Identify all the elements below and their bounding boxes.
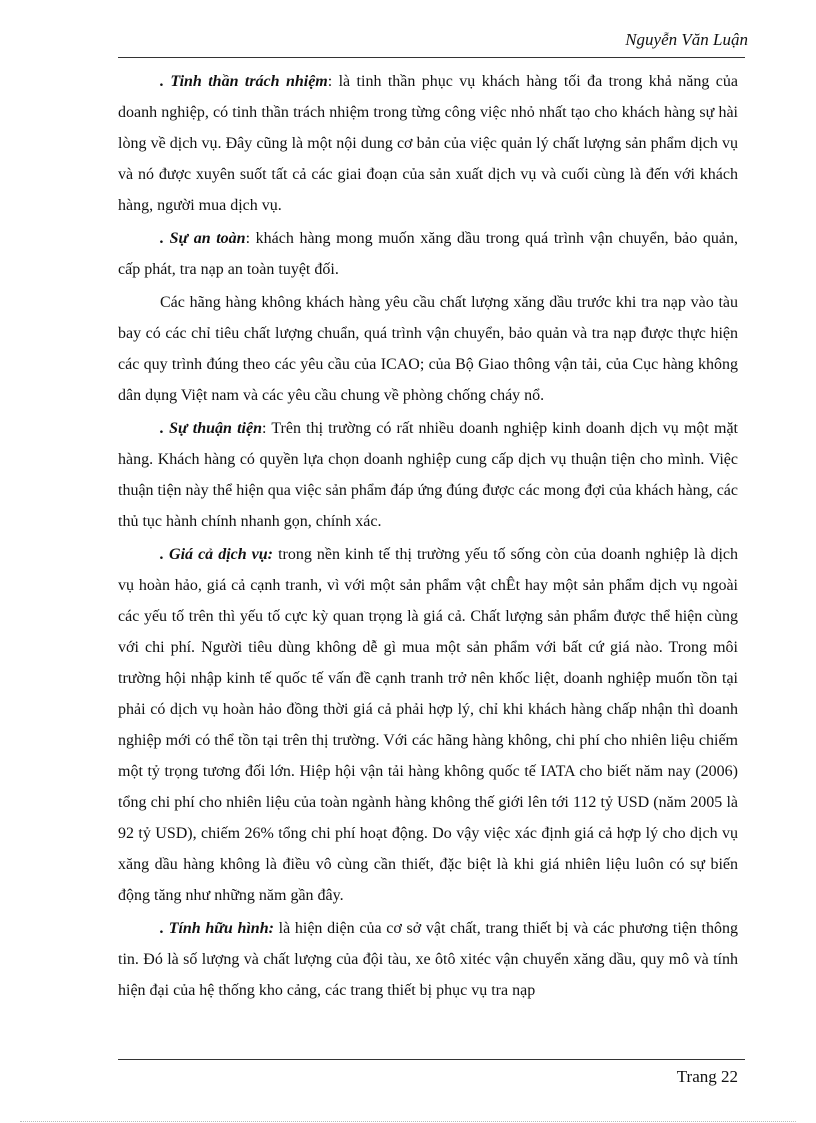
paragraph-label: . Sự thuận tiện [160, 420, 262, 437]
footer-rule [118, 1059, 745, 1060]
paragraph-label: . Tính hữu hình: [160, 920, 274, 937]
paragraph-text: trong nền kinh tế thị trường yếu tố sống còn của doanh nghiệp là dịch vụ hoàn hảo, giá cả cạnh tranh, vì với một sản phẩm vật chÊt hay một sản phẩm dịch vụ ngoài các yếu tố trên thì yếu tố cực kỳ quan trọng là giá cả. Chất lượng sản phẩm được thể hiện cùng với chi phí. Người tiêu dùng không dễ gì mua một sản phẩm với bất cứ giá nào. Trong môi trường hội nhập kinh tế quốc tế vấn đề cạnh tranh trở nên khốc liệt, doanh nghiệp muốn tồn tại phải có dịch vụ hoàn hảo đồng thời giá cả phải hợp lý, chỉ khi khách hàng chấp nhận thì doanh nghiệp mới có thể tồn tại trên thị trường. Với các hãng hàng không, chi phí cho nhiên liệu chiếm một tỷ trọng tương đối lớn. Hiệp hội vận tải hàng không quốc tế IATA cho biết năm nay (2006) tổng chi phí cho nhiên liệu của toàn ngành hàng không thế giới lên tới 112 tỷ USD (năm 2005 là 92 tỷ USD), chiếm 26% tổng chi phí hoạt động. Do vậy việc xác định giá cả hợp lý cho dịch vụ xăng dầu hàng không là điều vô cùng cần thiết, đặc biệt là khi giá nhiên liệu luôn có sự biến động tăng như những năm gần đây. [118, 546, 739, 904]
paragraph-text: Trên thị trường có rất nhiều doanh nghiệp kinh doanh dịch vụ một mặt hàng. Khách hàng có quyền lựa chọn doanh nghiệp cung cấp dịch vụ thuận tiện cho mình. Việc thuận tiện này thể hiện qua việc sản phẩm đáp ứng đúng được các mong đợi của khách hàng, các thủ tục hành chính nhanh gọn, chính xác. [118, 420, 739, 530]
paragraph-text: Các hãng hàng không khách hàng yêu cầu chất lượng xăng dầu trước khi tra nạp vào tàu bay có các chỉ tiêu chất lượng chuẩn, quá trình vận chuyển, bảo quản và tra nạp được thực hiện các quy trình đúng theo các yêu cầu của ICAO; của Bộ Giao thông vận tải, của Cục hàng không dân dụng Việt nam và các yêu cầu chung về phòng chống cháy nổ. [118, 294, 738, 404]
paragraph-text: là tinh thần phục vụ khách hàng tối đa trong khả năng của doanh nghiệp, có tinh thần trách nhiệm trong từng công việc nhỏ nhất tạo cho khách hàng sự hài lòng về dịch vụ. Đây cũng là một nội dung cơ bản của việc quản lý chất lượng sản phẩm dịch vụ và nó được xuyên suốt tất cả các giai đoạn của sản xuất dịch vụ và cuối cùng là đến với khách hàng, người mua dịch vụ. [118, 73, 739, 214]
paragraph-airlines [118, 287, 738, 411]
header-rule [118, 57, 745, 58]
document-body [118, 66, 738, 1008]
page-number: Trang 22 [676, 1067, 738, 1086]
paragraph-label: . Giá cả dịch vụ: [160, 546, 274, 563]
paragraph-text: là hiện diện của cơ sở vật chất, trang thiết bị và các phương tiện thông tin. Đó là số lượng và chất lượng của đội tàu, xe ôtô xitéc vận chuyển xăng dầu, quy mô và tính hiện đại của hệ thống kho cảng, các trang thiết bị phục vụ tra nạp [118, 920, 739, 999]
paragraph-text: khách hàng mong muốn xăng dầu trong quá trình vận chuyển, bảo quản, cấp phát, tra nạp an toàn tuyệt đối. [118, 230, 738, 278]
page-edge-divider [20, 1121, 796, 1122]
paragraph-label: . Sự an toàn [160, 230, 246, 247]
paragraph-price [118, 539, 738, 911]
header-author: Nguyễn Văn Luận [625, 30, 748, 49]
paragraph-responsibility: . Tinh thần trách nhiệm: là tinh thần phục vụ khách hàng tối đa trong khả năng của doanh nghiệp, có tinh thần trách nhiệm trong từng công việc nhỏ nhất tạo cho khách hàng sự hài lòng về dịch vụ. Đây cũng là một nội dung cơ bản của việc quản lý chất lượng sản phẩm dịch vụ và nó được xuyên suốt tất cả các giai đoạn của sản xuất dịch vụ và cuối cùng là đến với khách hàng, người mua dịch vụ. [118, 73, 739, 214]
paragraph-label: . Tinh thần trách nhiệm [160, 73, 328, 90]
paragraph-safety: . Sự an toàn: khách hàng mong muốn xăng dầu trong quá trình vận chuyển, bảo quản, cấp phát, tra nạp an toàn tuyệt đối. [118, 230, 738, 278]
paragraph-convenience: . Sự thuận tiện: Trên thị trường có rất nhiều doanh nghiệp kinh doanh dịch vụ một mặt hàng. Khách hàng có quyền lựa chọn doanh nghiệp cung cấp dịch vụ thuận tiện cho mình. Việc thuận tiện này thể hiện qua việc sản phẩm đáp ứng đúng được các mong đợi của khách hàng, các thủ tục hành chính nhanh gọn, chính xác. [118, 420, 739, 530]
paragraph-tangibles [118, 913, 738, 1006]
